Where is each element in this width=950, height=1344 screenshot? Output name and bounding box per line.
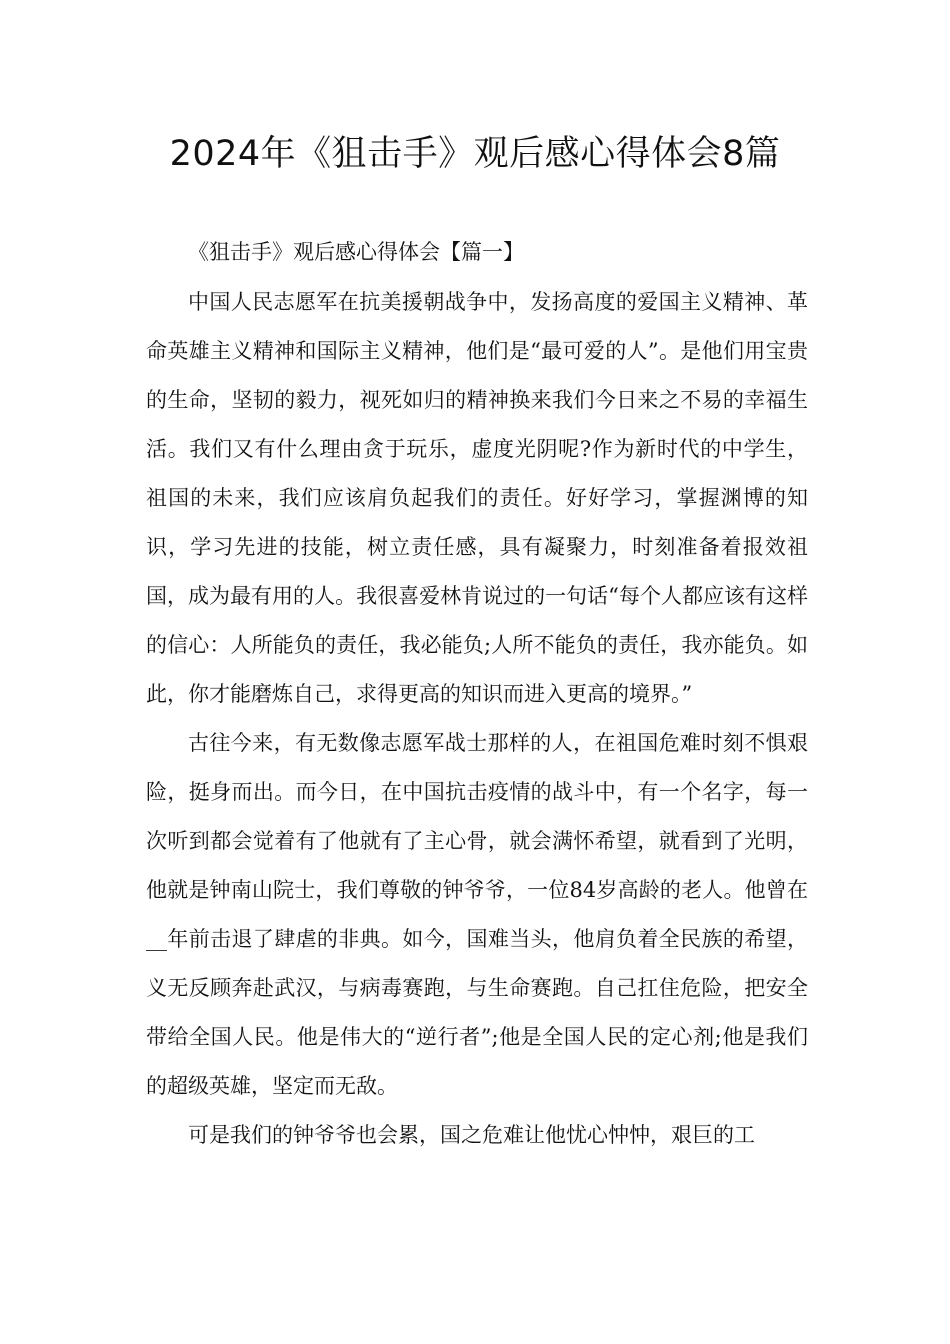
paragraph-2: 古往今来，有无数像志愿军战士那样的人，在祖国危难时刻不惧艰险，挺身而出。而今日，在中国抗击疫情的战斗中，有一个名字，每一次听到都会觉着有了他就有了主心骨，就会满怀希望，就看到了光明，他就是钟南山院士，我们尊敬的钟爷爷，一位84岁高龄的老人。他曾在__年前击退了肆虐的非典。如今，国难当头，他肩负着全民族的希望，义无反顾奔赴武汉，与病毒赛跑，与生命赛跑。自己扛住危险，把安全带给全国人民。他是伟大的“逆行者”;他是全国人民的定心剂;他是我们的超级英雄，坚定而无敌。 (146, 731, 808, 1098)
paragraph-3: 可是我们的钟爷爷也会累，国之危难让他忧心忡忡，艰巨的工 (188, 1123, 755, 1147)
paragraph-1: 中国人民志愿军在抗美援朝战争中，发扬高度的爱国主义精神、革命英雄主义精神和国际主义精神，他们是“最可爱的人”。是他们用宝贵的生命，坚韧的毅力，视死如归的精神换来我们今日来之不易的幸福生活。我们又有什么理由贪于玩乐，虚度光阴呢?作为新时代的中学生，祖国的未来，我们应该肩负起我们的责任。好好学习，掌握渊博的知识，学习先进的技能，树立责任感，具有凝聚力，时刻准备着报效祖国，成为最有用的人。我很喜爱林肯说过的一句话“每个人都应该有这样的信心：人所能负的责任，我必能负;人所不能负的责任，我亦能负。如此，你才能磨炼自己，求得更高的知识而进入更高的境界。” (146, 290, 808, 706)
document-title: 2024年《狙击手》观后感心得体会8篇 (169, 134, 781, 174)
document-body (146, 278, 808, 1160)
section-heading: 《狙击手》观后感心得体会【篇一】 (188, 240, 524, 264)
